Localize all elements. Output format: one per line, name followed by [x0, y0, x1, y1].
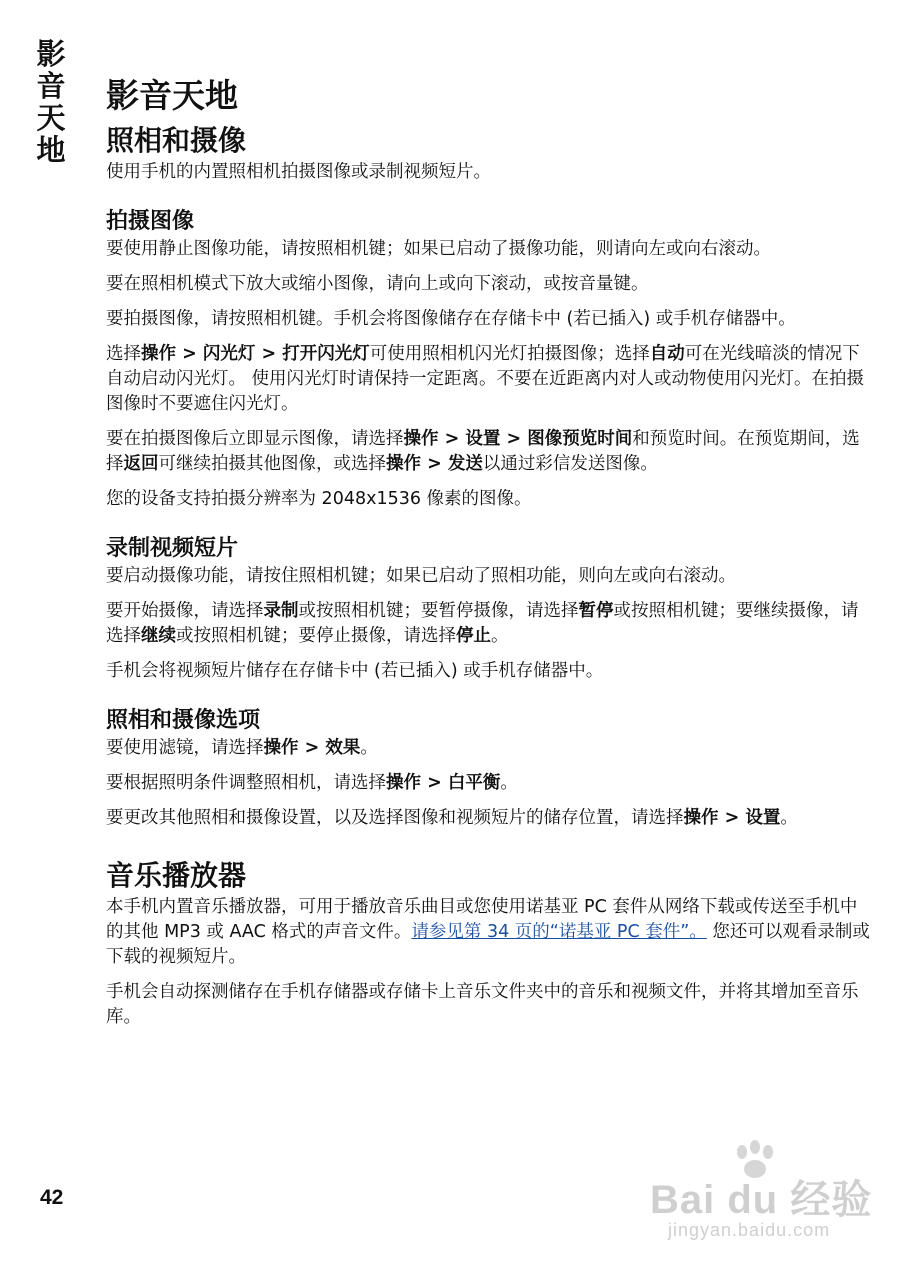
- paragraph: 要拍摄图像，请按照相机键。手机会将图像储存在存储卡中 (若已插入) 或手机存储器中。: [106, 309, 796, 329]
- paragraph: 要使用静止图像功能，请按照相机键；如果已启动了摄像功能，则请向左或向右滚动。: [106, 239, 771, 259]
- paragraph-recording: 要开始摄像，请选择录制或按照相机键；要暂停摄像，请选择暂停或按照相机键；要继续摄像，请选择继续或按照相机键；要停止摄像，请选择停止。: [106, 601, 859, 646]
- menu-term: 停止: [456, 626, 491, 646]
- watermark-url: jingyan.baidu.com: [668, 1220, 831, 1240]
- paragraph: 您的设备支持拍摄分辨率为 2048x1536 像素的图像。: [106, 489, 532, 509]
- paragraph-preview: 要在拍摄图像后立即显示图像，请选择操作 > 设置 > 图像预览时间和预览时间。在预览期间，选择返回可继续拍摄其他图像，或选择操作 > 发送以通过彩信发送图像。: [106, 429, 860, 474]
- subsection-heading-options: 照相和摄像选项: [106, 708, 261, 733]
- pc-suite-link[interactable]: 请参见第 34 页的“诺基亚 PC 套件”。: [411, 922, 707, 942]
- section-heading-music: 音乐播放器: [106, 859, 247, 892]
- menu-term: 设置: [465, 429, 501, 449]
- page-number: 42: [40, 1186, 64, 1209]
- menu-term: 效果: [325, 738, 361, 758]
- page-content: [106, 74, 870, 1040]
- subsection-heading-photo: 拍摄图像: [106, 209, 195, 234]
- paragraph-effects: 要使用滤镜，请选择操作 > 效果。: [106, 738, 378, 758]
- menu-term: 操作: [683, 808, 719, 828]
- baidu-watermark: [640, 1140, 900, 1260]
- side-tab-char: 音: [36, 69, 66, 103]
- paragraph: 要启动摄像功能，请按住照相机键；如果已启动了照相功能，则向左或向右滚动。: [106, 566, 736, 586]
- menu-term: 录制: [263, 601, 299, 621]
- paragraph-music-intro: 本手机内置音乐播放器，可用于播放音乐曲目或您使用诺基亚 PC 套件从网络下载或传送至手机中的其他 MP3 或 AAC 格式的声音文件。请参见第 34 页的“诺基亚 PC 套件”。 您还可以观看录制或下载的视频短片。: [106, 897, 870, 967]
- menu-term: 操作: [386, 454, 421, 474]
- paragraph-settings: 要更改其他照相和摄像设置，以及选择图像和视频短片的储存位置，请选择操作 > 设置。: [106, 808, 798, 828]
- paragraph: 要在照相机模式下放大或缩小图像，请向上或向下滚动，或按音量键。: [106, 274, 649, 294]
- watermark-brand: Bai du 经验: [650, 1178, 873, 1222]
- menu-term: 发送: [447, 454, 483, 474]
- side-tab-char: 天: [36, 101, 66, 135]
- menu-term: 暂停: [578, 601, 614, 621]
- paragraph: 手机会自动探测储存在手机存储器或存储卡上音乐文件夹中的音乐和视频文件，并将其增加至音乐库。: [106, 982, 859, 1027]
- menu-term: 白平衡: [447, 773, 501, 793]
- paragraph: 手机会将视频短片储存在存储卡中 (若已插入) 或手机存储器中。: [106, 661, 604, 681]
- paragraph-flash: 选择操作 > 闪光灯 > 打开闪光灯可使用照相机闪光灯拍摄图像；选择自动可在光线暗淡的情况下自动启动闪光灯。 使用闪光灯时请保持一定距离。不要在近距离内对人或动物使用闪光灯。在拍摄图像时不要遮住闪光灯。: [106, 344, 865, 414]
- subsection-heading-video: 录制视频短片: [106, 536, 239, 561]
- page-title: 影音天地: [106, 76, 238, 115]
- menu-term: 返回: [123, 454, 159, 474]
- menu-term: 操作: [141, 344, 176, 364]
- menu-term: 闪光灯: [202, 344, 256, 364]
- paragraph-white-balance: 要根据照明条件调整照相机，请选择操作 > 白平衡。: [106, 773, 518, 793]
- menu-term: 自动: [649, 344, 685, 364]
- menu-term: 继续: [141, 626, 176, 646]
- side-tab-char: 影: [36, 37, 66, 71]
- menu-term: 设置: [745, 808, 781, 828]
- menu-term: 操作: [386, 773, 421, 793]
- section-heading-camera: 照相和摄像: [106, 124, 247, 157]
- side-tab-char: 地: [36, 133, 66, 167]
- menu-term: 打开闪光灯: [282, 344, 370, 364]
- menu-term: 图像预览时间: [527, 429, 633, 449]
- chapter-side-tab: [30, 38, 72, 166]
- menu-term: 操作: [263, 738, 299, 758]
- menu-term: 操作: [403, 429, 439, 449]
- camera-intro: 使用手机的内置照相机拍摄图像或录制视频短片。: [106, 162, 491, 182]
